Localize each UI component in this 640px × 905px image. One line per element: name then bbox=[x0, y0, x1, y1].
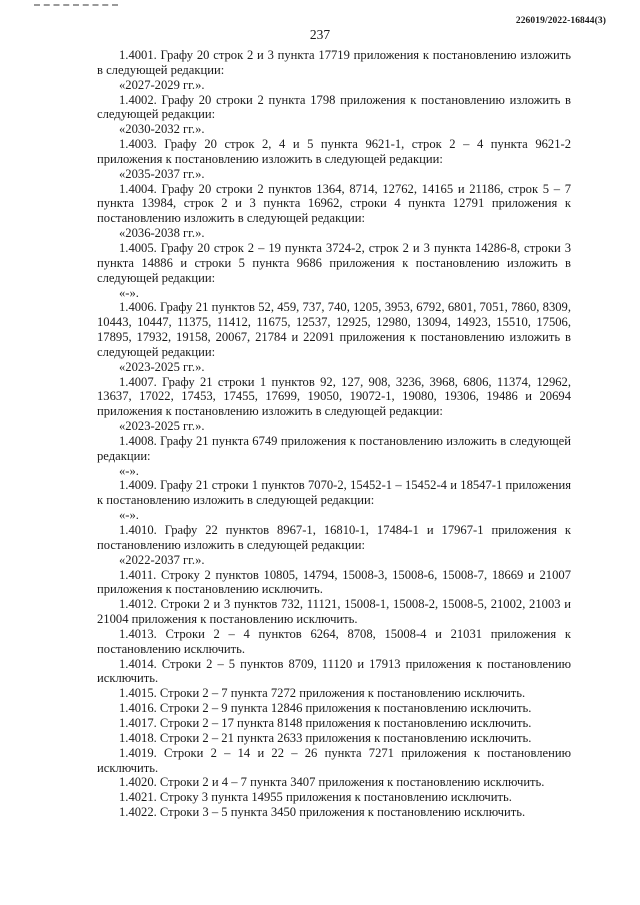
amendment-paragraph: 1.4015. Строки 2 – 7 пункта 7272 приложения к постановлению исключить. bbox=[119, 686, 526, 701]
amendment-paragraph: 1.4018. Строки 2 – 21 пункта 2633 приложения к постановлению исключить. bbox=[119, 730, 532, 745]
document-id: 226019/2022-16844(3) bbox=[515, 16, 606, 26]
amendment-paragraph: 1.4014. Строки 2 – 5 пунктов 8709, 11120 и 17913 приложения к постановлению исключить. bbox=[97, 656, 571, 686]
amendment-paragraph: 1.4004. Графу 20 строки 2 пунктов 1364, 8714, 12762, 14165 и 21186, строк 5 – 7 пункта 13984, строк 2 и 3 пункта 16962, строки 4 пункта 12791 приложения к постановлению изложить в следующей редакции: bbox=[97, 181, 571, 226]
amendment-paragraph: 1.4008. Графу 21 пункта 6749 приложения к постановлению изложить в следующей редакции: bbox=[97, 433, 571, 463]
scan-edge-mark bbox=[34, 4, 118, 9]
amendment-paragraph: 1.4011. Строку 2 пунктов 10805, 14794, 15008-3, 15008-6, 15008-7, 18669 и 21007 приложения к постановлению исключить. bbox=[97, 567, 571, 597]
amendment-paragraph: 1.4005. Графу 20 строк 2 – 19 пункта 3724-2, строк 2 и 3 пункта 14286-8, строки 3 пункта 14886 и строки 5 пункта 9686 приложения к постановлению изложить в следующей редакции: bbox=[97, 240, 571, 285]
amendment-paragraph: 1.4002. Графу 20 строки 2 пункта 1798 приложения к постановлению изложить в следующей редакции: bbox=[97, 92, 571, 122]
amendment-paragraph: 1.4012. Строки 2 и 3 пунктов 732, 11121, 15008-1, 15008-2, 15008-5, 21002, 21003 и 21004 приложения к постановлению исключить. bbox=[97, 597, 571, 627]
amendment-paragraph: 1.4007. Графу 21 строки 1 пунктов 92, 127, 908, 3236, 3968, 6806, 11374, 12962, 13637, 17022, 17453, 17455, 17699, 19050, 19072-1, 19080, 19306, 19486 и 20694 приложения к постановлению изложить в следующей редакции: bbox=[97, 374, 571, 419]
amendment-paragraph: 1.4016. Строки 2 – 9 пункта 12846 приложения к постановлению исключить. bbox=[119, 701, 532, 716]
amendment-paragraph: 1.4013. Строки 2 – 4 пунктов 6264, 8708, 15008-4 и 21031 приложения к постановлению исключить. bbox=[97, 626, 571, 656]
amendment-paragraph: 1.4009. Графу 21 строки 1 пунктов 7070-2, 15452-1 – 15452-4 и 18547-1 приложения к постановлению изложить в следующей редакции: bbox=[97, 478, 571, 508]
replacement-value: «2036-2038 гг.». bbox=[119, 226, 205, 241]
amendment-paragraph: 1.4006. Графу 21 пунктов 52, 459, 737, 740, 1205, 3953, 6792, 6801, 7051, 7860, 8309, 10443, 10447, 11375, 11412, 11675, 12537, 12925, 12980, 13094, 14923, 15510, 17506, 17895, 17932, 19158, 20067, 21784 и 22091 приложения к постановлению изложить в следующей редакции: bbox=[97, 300, 571, 359]
amendment-paragraph: 1.4021. Строку 3 пункта 14955 приложения к постановлению исключить. bbox=[119, 790, 512, 805]
amendment-paragraph: 1.4022. Строки 3 – 5 пункта 3450 приложения к постановлению исключить. bbox=[119, 805, 526, 820]
amendment-paragraph: 1.4001. Графу 20 строк 2 и 3 пункта 17719 приложения к постановлению изложить в следующей редакции: bbox=[97, 48, 571, 77]
amendment-paragraph: 1.4020. Строки 2 и 4 – 7 пункта 3407 приложения к постановлению исключить. bbox=[119, 775, 545, 790]
replacement-value: «2030-2032 гг.». bbox=[119, 122, 205, 137]
replacement-value: «-». bbox=[119, 463, 139, 478]
replacement-value: «2027-2029 гг.». bbox=[119, 77, 205, 92]
replacement-value: «2023-2025 гг.». bbox=[119, 359, 205, 374]
replacement-value: «2023-2025 гг.». bbox=[119, 419, 205, 434]
document-body bbox=[97, 48, 571, 820]
replacement-value: «2022-2037 гг.». bbox=[119, 552, 205, 567]
replacement-value: «-». bbox=[119, 285, 139, 300]
replacement-value: «2035-2037 гг.». bbox=[119, 166, 205, 181]
replacement-value: «-». bbox=[119, 508, 139, 523]
amendment-paragraph: 1.4003. Графу 20 строк 2, 4 и 5 пункта 9621-1, строк 2 – 4 пункта 9621-2 приложения к постановлению изложить в следующей редакции: bbox=[97, 137, 571, 166]
amendment-paragraph: 1.4010. Графу 22 пунктов 8967-1, 16810-1, 17484-1 и 17967-1 приложения к постановлению изложить в следующей редакции: bbox=[97, 523, 571, 552]
page-number: 237 bbox=[309, 27, 331, 42]
amendment-paragraph: 1.4019. Строки 2 – 14 и 22 – 26 пункта 7271 приложения к постановлению исключить. bbox=[97, 745, 571, 775]
amendment-paragraph: 1.4017. Строки 2 – 17 пункта 8148 приложения к постановлению исключить. bbox=[119, 715, 532, 730]
